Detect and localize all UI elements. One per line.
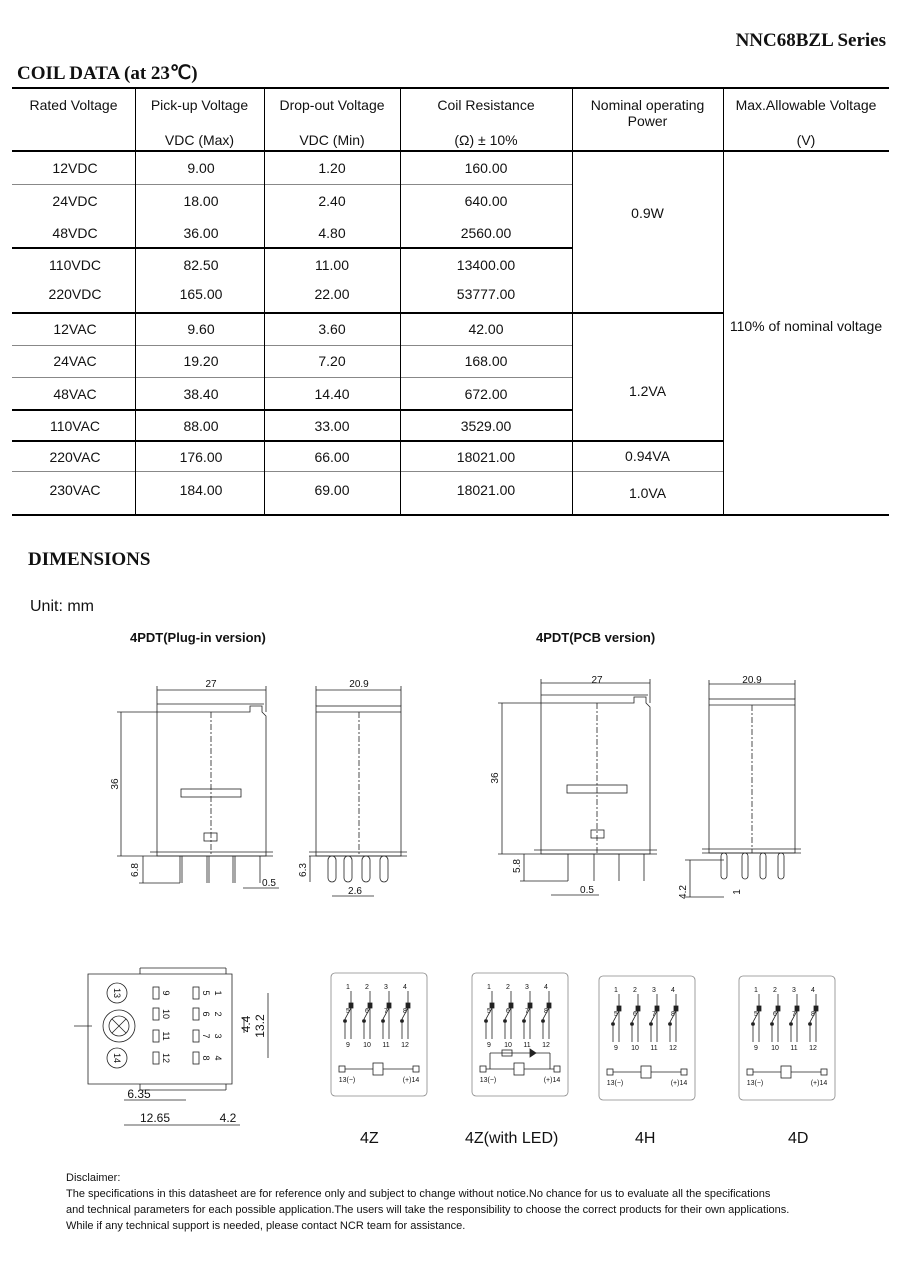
pin-slot — [193, 1030, 199, 1042]
caption-4z: 4Z — [360, 1130, 379, 1147]
table-cell: 11.00 — [315, 257, 349, 273]
col-pickup-voltage: Pick-up Voltage — [150, 97, 249, 113]
pin-slot — [193, 1008, 199, 1020]
schematic-terminal-number: 5 — [754, 1011, 758, 1018]
dim-5-8: 5.8 — [512, 859, 523, 873]
table-cell: 176.00 — [179, 449, 223, 465]
schematic-terminal-number: 6 — [773, 1011, 777, 1018]
table-cell: 18021.00 — [456, 449, 516, 465]
schematic-terminal-number: 6 — [506, 1008, 510, 1015]
schematic-terminal-number: 1 — [614, 987, 618, 994]
table-cell: 230VAC — [49, 482, 101, 498]
caption-4h: 4H — [635, 1130, 656, 1147]
table-cell: 4.80 — [318, 225, 346, 241]
pin-bottom-view — [74, 968, 268, 1125]
table-cell: 69.00 — [314, 482, 350, 498]
pin-slot — [193, 1052, 199, 1064]
dim-1: 1 — [732, 889, 743, 895]
power-220vac: 0.94VA — [625, 448, 670, 464]
table-cell: 22.00 — [314, 286, 350, 302]
col-nominal-power: Nominal operating Power — [590, 97, 705, 129]
pcb-side-view — [685, 680, 801, 897]
table-cell: 165.00 — [179, 286, 223, 302]
pin-number: 4 — [213, 1055, 223, 1061]
disclaimer-label: Disclaimer: — [66, 1172, 121, 1184]
dimensions-title: DIMENSIONS — [28, 549, 151, 570]
table-cell: 110VDC — [49, 257, 101, 273]
table-cell: 12VDC — [52, 160, 98, 176]
schematic-terminal-number: 7 — [652, 1011, 656, 1018]
table-cell: 1.20 — [318, 160, 346, 176]
table-cell: 3.60 — [318, 321, 346, 337]
col-rated-voltage: Rated Voltage — [29, 97, 118, 113]
pin-number: 14 — [112, 1052, 122, 1064]
schematic-4d — [739, 976, 835, 1100]
pin-slot — [153, 1030, 159, 1042]
col-max-voltage-unit: (V) — [796, 132, 816, 148]
table-cell: 24VAC — [53, 353, 97, 369]
max-voltage-value: 110% of nominal voltage — [729, 318, 883, 334]
schematic-terminal-number: 4 — [811, 987, 815, 994]
plugin-front-view — [117, 686, 279, 888]
coil-plus-label: (+)14 — [810, 1080, 828, 1087]
table-cell: 18021.00 — [456, 482, 516, 498]
pin-slot — [153, 1008, 159, 1020]
schematic-terminal-number: 7 — [384, 1008, 388, 1015]
table-cell: 88.00 — [183, 418, 219, 434]
coil-minus-label: 13(−) — [746, 1080, 764, 1087]
pin-number: 12 — [161, 1052, 171, 1064]
table-cell: 9.60 — [187, 321, 215, 337]
caption-4d: 4D — [788, 1130, 809, 1147]
disclaimer — [66, 1170, 866, 1234]
table-cell: 9.00 — [187, 160, 215, 176]
pin-number: 13 — [112, 987, 122, 999]
table-cell: 82.50 — [183, 257, 219, 273]
schematic-terminal-number: 10 — [771, 1045, 779, 1052]
table-cell: 110VAC — [49, 418, 101, 434]
power-ac: 1.2VA — [628, 383, 667, 399]
coil-minus-label: 13(−) — [338, 1077, 356, 1084]
disclaimer-line-1: The specifications in this datasheet are for reference only and subject to change without notice.No chance for us to evaluate all the specifications — [66, 1188, 771, 1200]
schematic-terminal-number: 8 — [671, 1011, 675, 1018]
schematic-terminal-number: 10 — [631, 1045, 639, 1052]
dim-0-5-plugin: 0.5 — [262, 878, 276, 889]
dim-20-9-plugin: 20.9 — [349, 679, 369, 690]
coil-minus-label: 13(−) — [606, 1080, 624, 1087]
table-cell: 38.40 — [183, 386, 219, 402]
table-cell: 220VDC — [48, 286, 102, 302]
table-cell: 2560.00 — [460, 225, 512, 241]
schematic-terminal-number: 3 — [652, 987, 656, 994]
dim-6-3: 6.3 — [298, 863, 309, 877]
coil-data-title: COIL DATA (at 23℃) — [17, 63, 198, 84]
schematic-terminal-number: 8 — [811, 1011, 815, 1018]
table-cell: 640.00 — [464, 193, 508, 209]
schematic-terminal-number: 10 — [504, 1042, 512, 1049]
dim-6-8: 6.8 — [130, 863, 141, 877]
schematic-4z — [331, 973, 427, 1096]
pin-number: 10 — [161, 1008, 171, 1020]
pin-number: 3 — [213, 1033, 223, 1039]
coil-plus-label: (+)14 — [543, 1077, 561, 1084]
schematic-terminal-number: 1 — [346, 984, 350, 991]
pin-number: 7 — [201, 1033, 211, 1039]
table-cell: 53777.00 — [456, 286, 516, 302]
pin-number: 2 — [213, 1011, 223, 1017]
schematic-terminal-number: 3 — [792, 987, 796, 994]
table-cell: 168.00 — [464, 353, 508, 369]
schematic-terminal-number: 2 — [506, 984, 510, 991]
schematic-terminal-number: 11 — [650, 1045, 658, 1052]
table-cell: 160.00 — [464, 160, 508, 176]
table-cell: 66.00 — [314, 449, 350, 465]
table-cell: 12VAC — [53, 321, 97, 337]
dim-13-2: 13.2 — [253, 1014, 267, 1038]
col-pickup-unit: VDC (Max) — [164, 132, 235, 148]
schematic-terminal-number: 10 — [363, 1042, 371, 1049]
dim-4-2-pcb: 4.2 — [678, 885, 689, 899]
schematic-terminal-number: 12 — [669, 1045, 677, 1052]
pin-number: 8 — [201, 1055, 211, 1061]
dim-4-4: 4.4 — [239, 1015, 253, 1033]
unit-label: Unit: mm — [30, 598, 94, 615]
col-coil-resistance-unit: (Ω) ± 10% — [454, 132, 518, 148]
schematic-terminal-number: 2 — [633, 987, 637, 994]
dim-0-5-pcb: 0.5 — [580, 885, 594, 896]
dim-36-pcb: 36 — [490, 772, 501, 784]
dim-4-2-base: 4.2 — [219, 1111, 237, 1125]
schematic-terminal-number: 9 — [754, 1045, 758, 1052]
col-coil-resistance: Coil Resistance — [437, 97, 535, 113]
pin-number: 6 — [201, 1011, 211, 1017]
schematic-terminal-number: 8 — [403, 1008, 407, 1015]
schematic-terminal-number: 3 — [384, 984, 388, 991]
table-cell: 3529.00 — [460, 418, 512, 434]
schematic-terminal-number: 1 — [487, 984, 491, 991]
pcb-version-title: 4PDT(PCB version) — [536, 630, 656, 645]
dim-36-plugin: 36 — [110, 778, 121, 790]
schematic-terminal-number: 12 — [542, 1042, 550, 1049]
table-cell: 13400.00 — [456, 257, 516, 273]
schematic-4z-led — [472, 973, 568, 1096]
dim-27-plugin: 27 — [205, 679, 217, 690]
pin-number: 11 — [161, 1031, 171, 1041]
schematic-terminal-number: 12 — [401, 1042, 409, 1049]
table-cell: 33.00 — [314, 418, 350, 434]
table-cell: 24VDC — [52, 193, 98, 209]
table-cell: 36.00 — [183, 225, 219, 241]
schematic-terminal-number: 6 — [365, 1008, 369, 1015]
schematic-terminal-number: 7 — [792, 1011, 796, 1018]
schematic-terminal-number: 9 — [346, 1042, 350, 1049]
schematic-terminal-number: 7 — [525, 1008, 529, 1015]
dim-2-6: 2.6 — [348, 886, 362, 897]
plugin-side-view — [309, 686, 407, 896]
schematic-terminal-number: 12 — [809, 1045, 817, 1052]
schematic-terminal-number: 11 — [382, 1042, 390, 1049]
col-dropout-unit: VDC (Min) — [299, 132, 365, 148]
power-dc: 0.9W — [631, 205, 664, 221]
schematic-terminal-number: 4 — [671, 987, 675, 994]
dim-12-65: 12.65 — [139, 1111, 171, 1125]
schematic-terminal-number: 2 — [773, 987, 777, 994]
dim-6-35: 6.35 — [127, 1087, 151, 1101]
pin-slot — [153, 987, 159, 999]
table-cell: 7.20 — [318, 353, 346, 369]
coil-minus-label: 13(−) — [479, 1077, 497, 1084]
coil-plus-label: (+)14 — [402, 1077, 420, 1084]
pin-number: 9 — [161, 990, 171, 996]
schematic-4h — [599, 976, 695, 1100]
schematic-terminal-number: 9 — [614, 1045, 618, 1052]
disclaimer-line-2: and technical parameters for each possible application.The users will take the responsibility to choose the correct products for their own applications. — [66, 1204, 790, 1216]
table-cell: 48VAC — [53, 386, 97, 402]
table-cell: 220VAC — [49, 449, 101, 465]
coil-plus-label: (+)14 — [670, 1080, 688, 1087]
schematic-terminal-number: 6 — [633, 1011, 637, 1018]
schematic-terminal-number: 4 — [544, 984, 548, 991]
table-cell: 19.20 — [183, 353, 219, 369]
table-cell: 2.40 — [318, 193, 346, 209]
schematic-terminal-number: 5 — [487, 1008, 491, 1015]
dim-20-9-pcb: 20.9 — [742, 675, 762, 686]
schematic-terminal-number: 1 — [754, 987, 758, 994]
table-cell: 672.00 — [464, 386, 508, 402]
plugin-version-title: 4PDT(Plug-in version) — [130, 630, 266, 645]
table-cell: 14.40 — [314, 386, 350, 402]
table-cell: 184.00 — [179, 482, 223, 498]
pin-number: 1 — [213, 990, 223, 996]
pin-slot — [153, 1052, 159, 1064]
schematic-terminal-number: 2 — [365, 984, 369, 991]
schematic-terminal-number: 11 — [790, 1045, 798, 1052]
table-cell: 18.00 — [183, 193, 219, 209]
pin-slot — [193, 987, 199, 999]
schematic-terminal-number: 5 — [346, 1008, 350, 1015]
dim-27-pcb: 27 — [591, 675, 603, 686]
series-title: NNC68BZL Series — [735, 30, 886, 51]
col-dropout-voltage: Drop-out Voltage — [279, 97, 385, 113]
table-cell: 42.00 — [468, 321, 504, 337]
schematic-terminal-number: 11 — [523, 1042, 531, 1049]
schematic-terminal-number: 3 — [525, 984, 529, 991]
schematic-terminal-number: 5 — [614, 1011, 618, 1018]
power-230vac: 1.0VA — [628, 485, 667, 501]
table-cell: 48VDC — [52, 225, 98, 241]
pin-number: 5 — [201, 990, 211, 996]
schematic-terminal-number: 8 — [544, 1008, 548, 1015]
col-max-voltage: Max.Allowable Voltage — [735, 97, 877, 113]
schematic-terminal-number: 4 — [403, 984, 407, 991]
schematic-terminal-number: 9 — [487, 1042, 491, 1049]
disclaimer-line-3: While if any technical support is needed, please contact NCR team for assistance. — [66, 1220, 466, 1232]
caption-4z-led: 4Z(with LED) — [465, 1130, 559, 1147]
